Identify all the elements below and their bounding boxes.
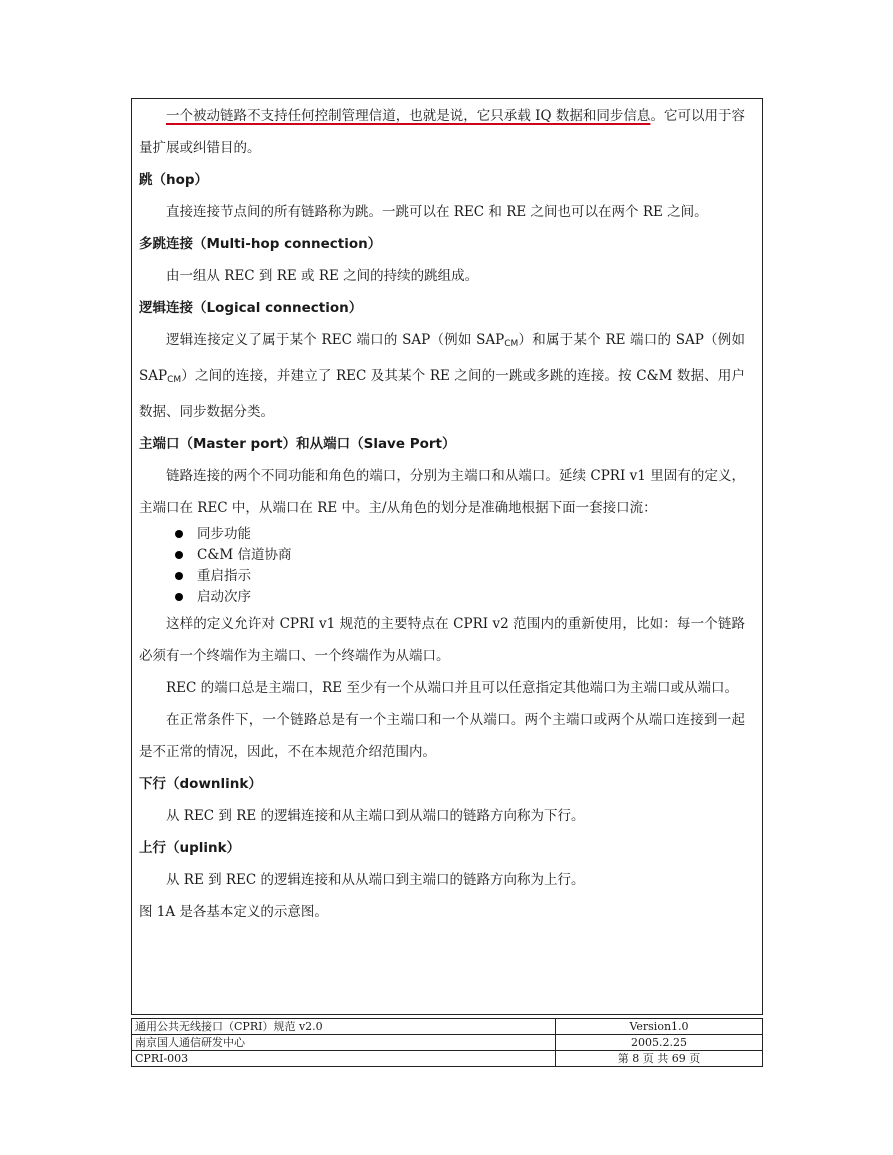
- logical-text-2: ）和属于某个 RE 端口的 SAP（例如 SAP: [139, 332, 745, 384]
- heading-hop: 跳（hop）: [139, 172, 209, 188]
- heading-downlink: 下行（downlink）: [139, 776, 262, 792]
- paragraph-passive-link: [139, 100, 745, 164]
- footer-doc-id: CPRI-003: [132, 1051, 556, 1067]
- paragraph-figure-ref: 图 1A 是各基本定义的示意图。: [139, 904, 328, 920]
- footer-org: 南京国人通信研发中心: [132, 1035, 556, 1051]
- paragraph-logical-connection: [139, 324, 745, 428]
- paragraph-normal-condition: 在正常条件下，一个链路总是有一个主端口和一个从端口。两个主端口或两个从端口连接到一起是不正常的情况，因此，不在本规范介绍范围内。: [139, 712, 745, 760]
- paragraph-text: 。它可以用于容量扩展或纠错目的。: [139, 108, 746, 156]
- list-item: [175, 524, 745, 545]
- paragraph-master-slave-port: 链路连接的两个不同功能和角色的端口，分别为主端口和从端口。延续 CPRI v1 里固有的定义，主端口在 REC 中，从端口在 RE 中。主/从角色的划分是准确地根据下面一套接口流：: [139, 468, 745, 516]
- page-frame: [131, 98, 763, 1015]
- bullet-dot-icon: [175, 593, 183, 601]
- list-item-text: 启动次序: [197, 589, 251, 605]
- footer-version: Version1.0: [556, 1019, 763, 1035]
- paragraph-downlink: 从 REC 到 RE 的逻辑连接和从主端口到从端口的链路方向称为下行。: [166, 808, 585, 824]
- paragraph-rec-port: REC 的端口总是主端口，RE 至少有一个从端口并且可以任意指定其他端口为主端口或从端口。: [166, 680, 738, 696]
- subscript-cm: CM: [167, 375, 182, 385]
- page-footer: [131, 1018, 763, 1067]
- paragraph-hop: 直接连接节点间的所有链路称为跳。一跳可以在 REC 和 RE 之间也可以在两个 RE 之间。: [166, 204, 708, 220]
- list-item-text: 重启指示: [197, 568, 251, 584]
- paragraph-multi-hop: 由一组从 REC 到 RE 或 RE 之间的持续的跳组成。: [166, 268, 479, 284]
- heading-master-slave-port: 主端口（Master port）和从端口（Slave Port）: [139, 436, 456, 452]
- bullet-dot-icon: [175, 551, 183, 559]
- bullet-list: [139, 524, 745, 608]
- footer-row: [132, 1051, 763, 1067]
- bullet-dot-icon: [175, 530, 183, 538]
- list-item-text: 同步功能: [197, 526, 251, 542]
- paragraph-uplink: 从 RE 到 REC 的逻辑连接和从从端口到主端口的链路方向称为上行。: [166, 872, 585, 888]
- list-item: [175, 587, 745, 608]
- footer-row: [132, 1019, 763, 1035]
- list-item: [175, 566, 745, 587]
- underlined-text: 一个被动链路不支持任何控制管理信道，也就是说，它只承载 IQ 数据和同步信息: [166, 108, 651, 124]
- footer-date: 2005.2.25: [556, 1035, 763, 1051]
- footer-row: [132, 1035, 763, 1051]
- footer-page-number: 第 8 页 共 69 页: [556, 1051, 763, 1067]
- document-body: [139, 99, 745, 928]
- list-item-text: C&M 信道协商: [197, 547, 292, 563]
- logical-text-3: ）之间的连接，并建立了 REC 及其某个 RE 之间的一跳或多跳的连接。按 C&M 数据、用户数据、同步数据分类。: [139, 368, 745, 420]
- subscript-cm: CM: [504, 339, 519, 349]
- heading-logical-connection: 逻辑连接（Logical connection）: [139, 300, 363, 316]
- heading-uplink: 上行（uplink）: [139, 840, 241, 856]
- bullet-dot-icon: [175, 572, 183, 580]
- paragraph-definition: 这样的定义允许对 CPRI v1 规范的主要特点在 CPRI v2 范围内的重新使用，比如：每一个链路必须有一个终端作为主端口、一个终端作为从端口。: [139, 616, 745, 664]
- list-item: [175, 545, 745, 566]
- logical-text-1: 逻辑连接定义了属于某个 REC 端口的 SAP（例如 SAP: [166, 332, 505, 348]
- heading-multi-hop: 多跳连接（Multi-hop connection）: [139, 236, 382, 252]
- footer-doc-title: 通用公共无线接口（CPRI）规范 v2.0: [132, 1019, 556, 1035]
